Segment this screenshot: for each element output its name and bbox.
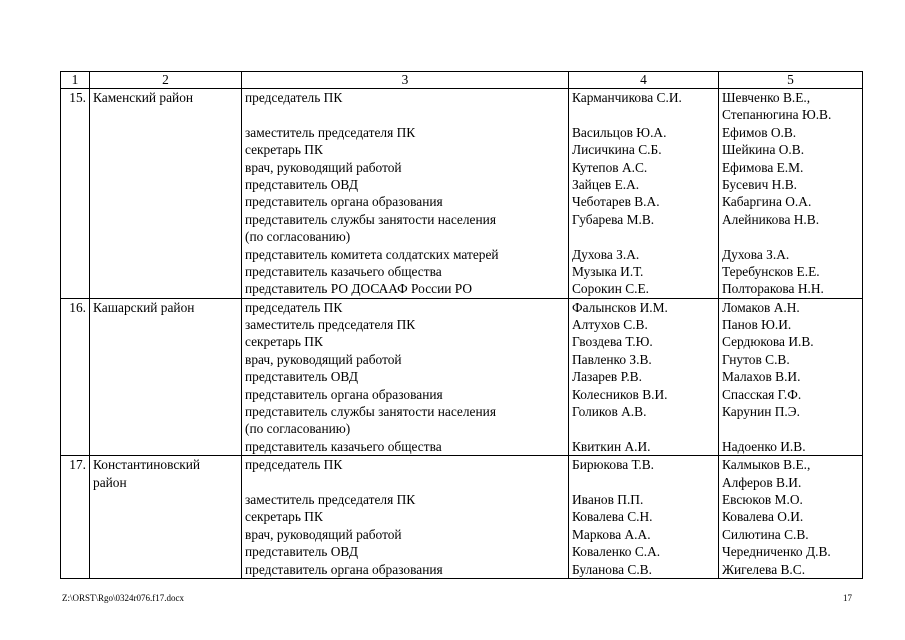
reserve-member-name: Бусевич Н.В. [722, 176, 797, 192]
reserve-member-name: Надоенко И.В. [722, 438, 806, 454]
reserve-member-name [722, 420, 859, 437]
member-name: Иванов П.П. [572, 491, 644, 507]
reserve-member-name: Евсюков М.О. [722, 491, 803, 507]
role-title: врач, руководящий работой [245, 351, 402, 367]
header-cell-3: 3 [242, 72, 569, 89]
header-cell-5: 5 [719, 72, 863, 89]
reserve-member-name: Чередниченко Д.В. [722, 544, 831, 560]
role-title [245, 474, 565, 491]
row-number: 16. [61, 298, 90, 456]
member-name: Музыка И.Т. [572, 263, 644, 279]
role-title: (по согласованию) [245, 229, 351, 245]
header-cell-4: 4 [569, 72, 719, 89]
commission-table [60, 71, 863, 579]
member-name: Квиткин А.И. [572, 438, 651, 454]
role-title: заместитель председателя ПК [245, 491, 416, 507]
table-row [61, 89, 863, 299]
role-title: представитель службы занятости населения [245, 211, 496, 227]
member-name [572, 474, 715, 491]
member-name: Алтухов С.В. [572, 317, 648, 333]
reserve-member-name: Алейникова Н.В. [722, 211, 820, 227]
table-row [61, 298, 863, 456]
header-cell-2: 2 [90, 72, 242, 89]
role-title: секретарь ПК [245, 142, 323, 158]
member-name: Колесников В.И. [572, 386, 668, 402]
role-title: (по согласованию) [245, 421, 351, 437]
reserve-member-name: Шейкина О.В. [722, 142, 805, 158]
member-name: Гвоздева Т.Ю. [572, 334, 653, 350]
cell-roles [242, 298, 569, 456]
role-title: представитель органа образования [245, 561, 443, 577]
member-name: Губарева М.В. [572, 211, 655, 227]
member-name: Ковалева С.Н. [572, 509, 653, 525]
member-name: Лисичкина С.Б. [572, 142, 662, 158]
cell-col5 [719, 298, 863, 456]
reserve-member-name: Ковалева О.И. [722, 509, 804, 525]
cell-col4 [569, 89, 719, 299]
member-name: Маркова А.А. [572, 526, 651, 542]
row-number: 17. [61, 456, 90, 579]
member-name: Бирюкова Т.В. [572, 457, 654, 473]
role-title: представитель казачьего общества [245, 263, 442, 279]
member-name: Голиков А.В. [572, 404, 647, 420]
role-title: председатель ПК [245, 90, 343, 105]
role-title: председатель ПК [245, 457, 343, 473]
role-title: представитель ОВД [245, 176, 358, 192]
reserve-member-name: Спасская Г.Ф. [722, 386, 802, 402]
district-name: район [93, 474, 127, 490]
role-title: представитель ОВД [245, 369, 358, 385]
reserve-member-name: Малахов В.И. [722, 369, 801, 385]
reserve-member-name: Ломаков А.Н. [722, 299, 800, 315]
member-name [572, 106, 715, 123]
member-name: Павленко З.В. [572, 351, 652, 367]
reserve-member-name [722, 228, 859, 245]
reserve-member-name: Гнутов С.В. [722, 351, 790, 367]
role-title: врач, руководящий работой [245, 159, 402, 175]
role-title: секретарь ПК [245, 509, 323, 525]
role-title: представитель комитета солдатских матерей [245, 246, 499, 262]
role-title: представитель казачьего общества [245, 438, 442, 454]
reserve-member-name: Духова З.А. [722, 246, 790, 262]
cell-roles [242, 456, 569, 579]
role-title: представитель органа образования [245, 386, 443, 402]
role-title: представитель службы занятости населения [245, 404, 496, 420]
reserve-member-name: Кабаргина О.А. [722, 194, 812, 210]
member-name: Сорокин С.Е. [572, 281, 650, 297]
reserve-member-name: Калмыков В.Е., [722, 457, 811, 473]
header-row [61, 72, 863, 89]
district-name: Каменский район [93, 90, 194, 105]
reserve-member-name: Полторакова Н.Н. [722, 281, 824, 297]
role-title: представитель органа образования [245, 194, 443, 210]
member-name: Зайцев Е.А. [572, 176, 640, 192]
cell-district [90, 298, 242, 456]
footer-file-path: Z:\ORST\Rgo\0324r076.f17.docx [62, 593, 184, 603]
member-name: Буланова С.В. [572, 561, 652, 577]
cell-district [90, 456, 242, 579]
header-cell-1: 1 [61, 72, 90, 89]
cell-col4 [569, 298, 719, 456]
cell-col4 [569, 456, 719, 579]
role-title: председатель ПК [245, 299, 343, 315]
member-name: Кутепов А.С. [572, 159, 648, 175]
reserve-member-name: Панов Ю.И. [722, 317, 792, 333]
reserve-member-name: Ефимов О.В. [722, 124, 797, 140]
reserve-member-name: Жигелева В.С. [722, 561, 806, 577]
member-name: Карманчикова С.И. [572, 90, 682, 105]
member-name: Фалынсков И.М. [572, 299, 668, 315]
role-title: представитель РО ДОСААФ России РО [245, 281, 473, 297]
role-title: секретарь ПК [245, 334, 323, 350]
reserve-member-name: Алферов В.И. [722, 474, 802, 490]
district-name: Константиновский [93, 457, 201, 473]
footer-page-number: 17 [843, 593, 852, 603]
reserve-member-name: Силютина С.В. [722, 526, 809, 542]
reserve-member-name: Теребунсков Е.Е. [722, 263, 820, 279]
role-title: врач, руководящий работой [245, 526, 402, 542]
reserve-member-name: Карунин П.Э. [722, 404, 800, 420]
role-title: заместитель председателя ПК [245, 124, 416, 140]
reserve-member-name: Ефимова Е.М. [722, 159, 804, 175]
member-name: Лазарев Р.В. [572, 369, 642, 385]
member-name: Коваленко С.А. [572, 544, 661, 560]
reserve-member-name: Сердюкова И.В. [722, 334, 814, 350]
member-name [572, 420, 715, 437]
cell-roles [242, 89, 569, 299]
reserve-member-name: Шевченко В.Е., [722, 90, 811, 105]
district-name: Кашарский район [93, 299, 195, 315]
role-title: представитель ОВД [245, 544, 358, 560]
member-name: Духова З.А. [572, 246, 640, 262]
member-name: Чеботарев В.А. [572, 194, 660, 210]
table-row [61, 456, 863, 579]
member-name: Васильцов Ю.А. [572, 124, 667, 140]
reserve-member-name: Степанюгина Ю.В. [722, 107, 832, 123]
role-title [245, 106, 565, 123]
row-number: 15. [61, 89, 90, 299]
cell-col5 [719, 89, 863, 299]
cell-district [90, 89, 242, 299]
cell-col5 [719, 456, 863, 579]
role-title: заместитель председателя ПК [245, 317, 416, 333]
member-name [572, 228, 715, 245]
